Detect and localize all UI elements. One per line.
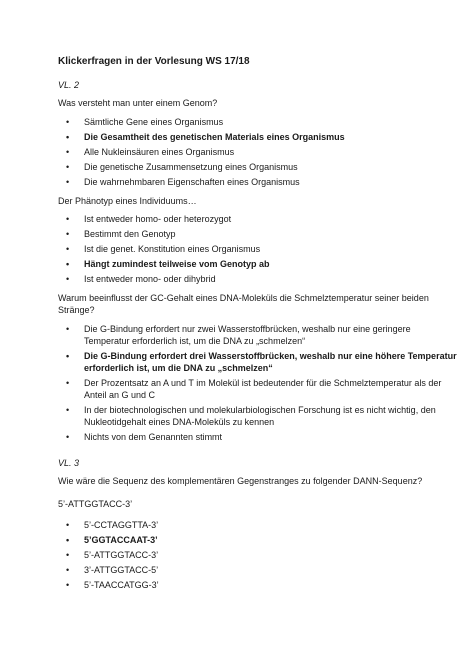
answer-option: • Die wahrnehmbaren Eigenschaften eines Organismus: [84, 177, 300, 188]
section-heading-vl3: VL. 3: [58, 458, 80, 468]
answer-option: • Die genetische Zusammensetzung eines Organismus: [84, 162, 298, 173]
question-sequenz: Wie wäre die Sequenz des komplementären Gegenstranges zu folgender DANN-Sequenz?: [58, 476, 423, 486]
section-heading-vl2: VL. 2: [58, 80, 80, 90]
answer-option: • Sämtliche Gene eines Organismus: [84, 117, 223, 128]
answer-option: • Ist entweder homo- oder heterozygot: [84, 214, 231, 225]
question-genom: Was versteht man unter einem Genom?: [58, 98, 218, 108]
answer-option-correct: • 5’GGTACCAAT-3’: [84, 535, 158, 546]
answer-option: • Ist entweder mono- oder dihybrid: [84, 274, 216, 285]
answer-option: • Nichts von dem Genannten stimmt: [84, 432, 222, 443]
answer-option: • 5’-ATTGGTACC-3’: [84, 550, 158, 561]
answer-option: • Alle Nukleinsäuren eines Organismus: [84, 147, 234, 158]
answer-option: • 5’-CCTAGGTTA-3’: [84, 520, 158, 531]
question-gc-gehalt-cont: Stränge?: [58, 305, 95, 315]
answer-option-correct-cont: erforderlich ist, um die DNA zu „schmelzen“: [84, 363, 273, 373]
answer-option: • Die G-Bindung erfordert nur zwei Wasserstoffbrücken, weshalb nur eine geringere: [84, 324, 411, 335]
answer-option-correct: • Die Gesamtheit des genetischen Materials eines Organismus: [84, 132, 345, 143]
question-gc-gehalt: Warum beeinflusst der GC-Gehalt eines DNA-Moleküls die Schmelztemperatur seiner beiden: [58, 293, 429, 303]
answer-option-cont: Nukleotidgehalt eines DNA-Moleküls zu kennen: [84, 417, 275, 427]
answer-option-correct: • Hängt zumindest teilweise vom Genotyp ab: [84, 259, 270, 270]
answer-option: • Ist die genet. Konstitution eines Organismus: [84, 244, 260, 255]
answer-option: • Der Prozentsatz an A und T im Molekül ist bedeutender für die Schmelztemperatur als der: [84, 378, 441, 389]
answer-option-correct: • Die G-Bindung erfordert drei Wasserstoffbrücken, weshalb nur eine höhere Temperatur: [84, 351, 457, 362]
answer-option-cont: Anteil an G und C: [84, 390, 156, 400]
answer-option-cont: Temperatur erforderlich ist, um die DNA zu „schmelzen“: [84, 336, 306, 346]
dna-sequence: 5’-ATTGGTACC-3’: [58, 499, 133, 509]
answer-option: • In der biotechnologischen und molekularbiologischen Forschung ist es nicht wichtig, den: [84, 405, 436, 416]
answer-option: • Bestimmt den Genotyp: [84, 229, 176, 240]
answer-option: • 5’-TAACCATGG-3’: [84, 580, 159, 591]
page-title: Klickerfragen in der Vorlesung WS 17/18: [58, 56, 250, 67]
answer-option: • 3’-ATTGGTACC-5’: [84, 565, 158, 576]
question-phaenotyp: Der Phänotyp eines Individuums…: [58, 196, 197, 206]
